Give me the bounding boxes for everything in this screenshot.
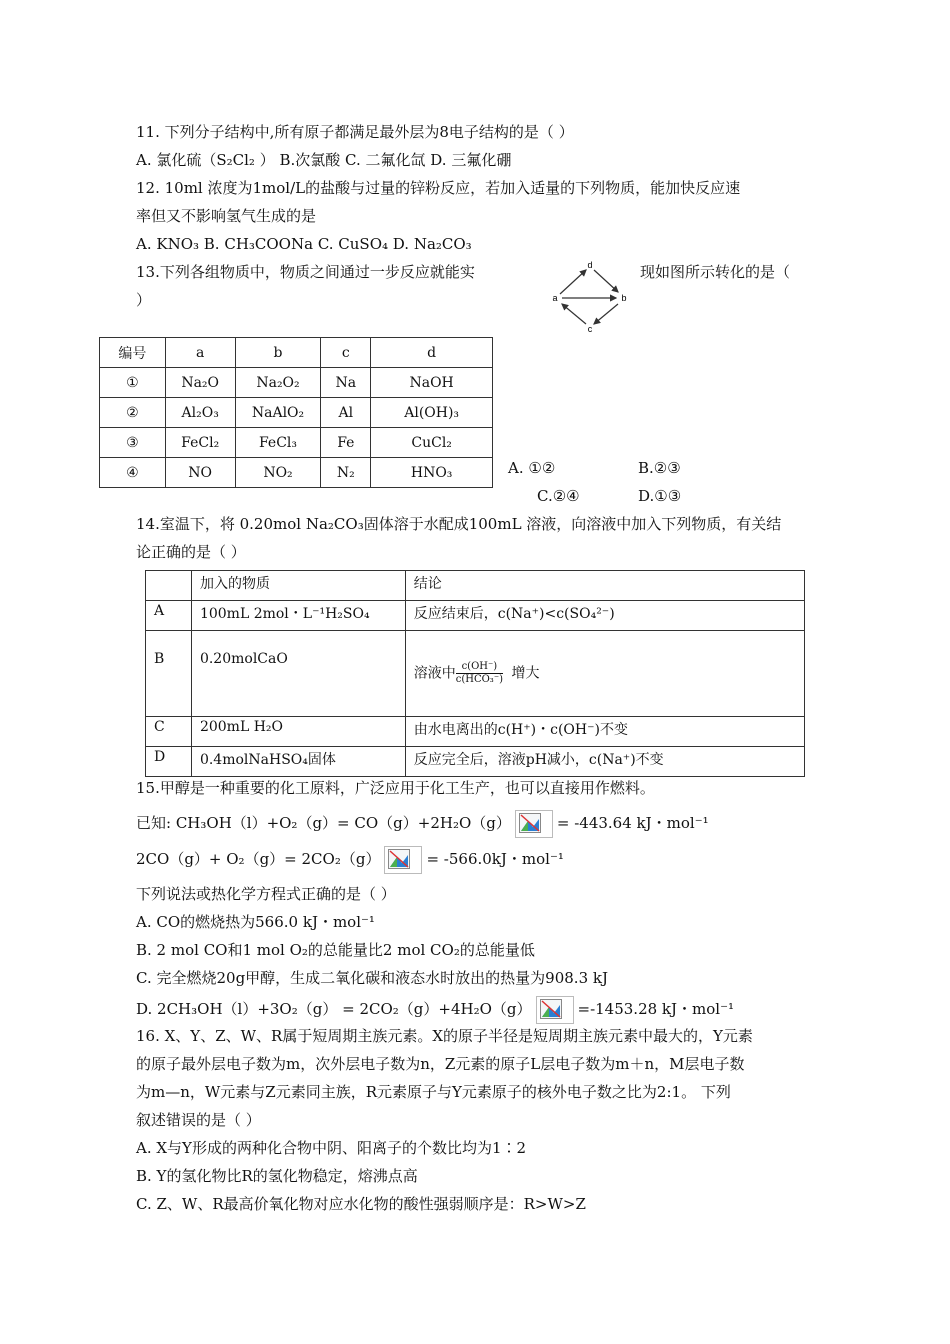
table-cell-fraction: [405, 631, 804, 717]
q16-line1: 16. X、Y、Z、W、R属于短周期主族元素。X的原子半径是短周期主族元素中最大的，Y元素: [136, 1027, 753, 1045]
table-row: [100, 428, 493, 458]
table-cell: B: [146, 631, 192, 717]
q13-stem-line2: ）: [136, 291, 152, 309]
fraction-numerator: c(OH⁻): [456, 661, 503, 674]
table-cell: Al(OH)₃: [371, 398, 493, 428]
header-cell: [146, 571, 192, 601]
table-cell: Al₂O₃: [165, 398, 235, 428]
table-row: [146, 601, 805, 631]
table-cell: ④: [100, 458, 166, 488]
q15-option-b: B. 2 mol CO和1 mol O₂的总能量比2 mol CO₂的总能量低: [136, 941, 535, 959]
q14-stem-line2: 论正确的是（ ）: [136, 543, 246, 561]
q16-line4: 叙述错误的是（ ）: [136, 1111, 261, 1129]
table-cell: 100mL 2mol・L⁻¹H₂SO₄: [191, 601, 405, 631]
rowB-prefix: 溶液中: [413, 665, 456, 682]
table-cell: FeCl₃: [235, 428, 321, 458]
table-row: [146, 717, 805, 747]
table-header-row: [100, 338, 493, 368]
q14-table: [145, 570, 805, 777]
table-cell: NO₂: [235, 458, 321, 488]
q12-stem-line1: 12. 10ml 浓度为1mol/L的盐酸与过量的锌粉反应，若加入适量的下列物质，能加快反应速: [136, 179, 741, 197]
q12-stem-line2: 率但又不影响氢气生成的是: [136, 207, 317, 225]
q15-option-a: A. CO的燃烧热为566.0 kJ・mol⁻¹: [136, 913, 375, 931]
broken-image-icon: [536, 996, 574, 1024]
q12-options: A. KNO₃ B. CH₃COONa C. CuSO₄ D. Na₂CO₃: [136, 235, 472, 253]
q16-option-b: B. Y的氢化物比R的氢化物稳定，熔沸点高: [136, 1167, 418, 1185]
equation-2-left: 2CO（g）+ O₂（g）= 2CO₂（g）: [136, 850, 381, 868]
node-a: a: [552, 293, 558, 303]
node-d: d: [587, 260, 593, 270]
table-cell: Fe: [321, 428, 371, 458]
q16-line2: 的原子最外层电子数为m，次外层电子数为n，Z元素的原子L层电子数为m＋n，M层电子数: [136, 1055, 745, 1073]
equation-2-right: = -566.0kJ・mol⁻¹: [426, 850, 564, 868]
table-row: [146, 747, 805, 777]
q11-stem: 11. 下列分子结构中,所有原子都满足最外层为8电子结构的是（ ）: [136, 123, 574, 141]
equation-1-right: = -443.64 kJ・mol⁻¹: [556, 814, 709, 832]
arrow-b-c: [594, 304, 618, 324]
q13-option-c: C.②④: [537, 487, 580, 505]
table-cell: HNO₃: [371, 458, 493, 488]
table-cell: 0.20molCaO: [191, 631, 405, 717]
table-cell: Na₂O: [165, 368, 235, 398]
table-cell: NaAlO₂: [235, 398, 321, 428]
q13-stem-right: 现如图所示转化的是（: [640, 263, 791, 281]
q15-option-c: C. 完全燃烧20g甲醇，生成二氧化碳和液态水时放出的热量为908.3 kJ: [136, 969, 608, 987]
table-cell: CuCl₂: [371, 428, 493, 458]
header-cell: 结论: [405, 571, 804, 601]
header-cell: b: [235, 338, 321, 368]
table-cell: C: [146, 717, 192, 747]
table-cell: A: [146, 601, 192, 631]
table-cell: D: [146, 747, 192, 777]
table-cell: ①: [100, 368, 166, 398]
table-cell: NO: [165, 458, 235, 488]
table-row: [100, 398, 493, 428]
table-cell: N₂: [321, 458, 371, 488]
table-row: [100, 368, 493, 398]
arrow-d-b: [594, 270, 618, 292]
q16-option-c: C. Z、W、R最高价氧化物对应水化物的酸性强弱顺序是：R>W>Z: [136, 1195, 586, 1213]
table-header-row: [146, 571, 805, 601]
q15-option-d: [136, 996, 734, 1024]
q13-option-b: B.②③: [638, 459, 681, 477]
broken-image-icon: [515, 810, 553, 838]
table-row: [146, 631, 805, 717]
fraction-denominator: c(HCO₃⁻): [455, 674, 503, 685]
q13-table: [99, 337, 493, 488]
q15-known-2: [136, 846, 564, 874]
table-row: [100, 458, 493, 488]
table-cell: ②: [100, 398, 166, 428]
table-cell: Na: [321, 368, 371, 398]
table-cell: ③: [100, 428, 166, 458]
q14-stem-line1: 14.室温下，将 0.20mol Na₂CO₃固体溶于水配成100mL 溶液，向溶液中加入下列物质，有关结: [136, 515, 782, 533]
q13-option-d: D.①③: [638, 487, 682, 505]
table-cell: FeCl₂: [165, 428, 235, 458]
equation-1-left: 已知: CH₃OH（l）+O₂（g）= CO（g）+2H₂O（g）: [136, 814, 511, 832]
node-c: c: [587, 324, 593, 334]
option-d-left: D. 2CH₃OH（l）+3O₂（g） = 2CO₂（g）+4H₂O（g）: [136, 1000, 532, 1018]
table-cell: 由水电离出的c(H⁺)・c(OH⁻)不变: [405, 717, 804, 747]
q16-line3: 为m—n，W元素与Z元素同主族，R元素原子与Y元素原子的核外电子数之比为2:1。 下列: [136, 1083, 731, 1101]
header-cell: d: [371, 338, 493, 368]
node-b: b: [621, 293, 627, 303]
broken-image-icon: [384, 846, 422, 874]
q16-option-a: A. X与Y形成的两种化合物中阴、阳离子的个数比均为1∶2: [136, 1139, 527, 1157]
header-cell: 编号: [100, 338, 166, 368]
q15-question: 下列说法或热化学方程式正确的是（ ）: [136, 885, 396, 903]
arrow-a-d: [560, 270, 586, 294]
table-cell: 200mL H₂O: [191, 717, 405, 747]
q15-stem: 15.甲醇是一种重要的化工原料，广泛应用于化工生产，也可以直接用作燃料。: [136, 779, 655, 797]
q13-conversion-diagram: [548, 258, 632, 334]
header-cell: 加入的物质: [191, 571, 405, 601]
table-cell: Na₂O₂: [235, 368, 321, 398]
table-cell: 0.4molNaHSO₄固体: [191, 747, 405, 777]
table-cell: 反应完全后，溶液pH减小，c(Na⁺)不变: [405, 747, 804, 777]
table-cell: NaOH: [371, 368, 493, 398]
ratio-fraction: [456, 661, 503, 686]
q13-option-a: A. ①②: [508, 459, 556, 477]
header-cell: c: [321, 338, 371, 368]
table-cell: Al: [321, 398, 371, 428]
table-cell: 反应结束后，c(Na⁺)<c(SO₄²⁻): [405, 601, 804, 631]
header-cell: a: [165, 338, 235, 368]
option-d-right: =-1453.28 kJ・mol⁻¹: [577, 1000, 735, 1018]
q15-known-1: [136, 810, 709, 838]
rowB-suffix: 增大: [511, 665, 540, 682]
q13-stem-left: 13.下列各组物质中，物质之间通过一步反应就能实: [136, 263, 475, 281]
q11-options: A. 氯化硫（S₂Cl₂ ） B.次氯酸 C. 二氟化氙 D. 三氟化硼: [136, 151, 512, 169]
arrow-c-a: [562, 304, 586, 324]
